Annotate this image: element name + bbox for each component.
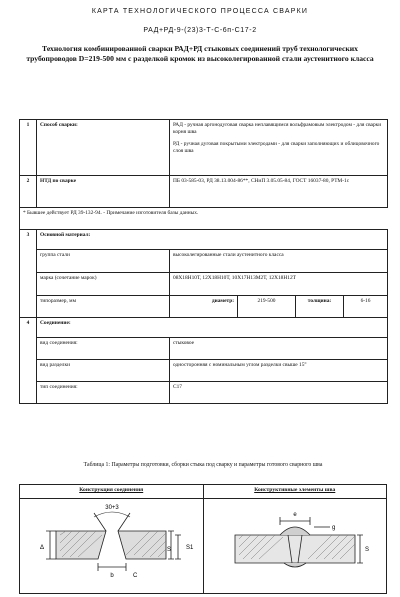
doc-code: РАД+РД-9-(23)3-Т-С-6п-С17-2 — [143, 27, 257, 34]
ntd-cell: ПБ 03-585-03, РД 38.13.004-86**, СНиП 3.05.05-84, ГОСТ 16037-80, РТМ-1с — [170, 176, 388, 208]
row-label: Способ сварки: — [37, 120, 170, 176]
steel-group-value: высоколегированные стали аустенитного класса — [170, 250, 388, 273]
weld-drawing-table — [19, 484, 387, 594]
process-table — [19, 119, 388, 404]
weld-elements-drawing — [210, 501, 380, 589]
thickness-value: 6-16 — [344, 296, 388, 318]
footnote: * Бывшее действует РД 39-132-94. - Примечание изготовителя базы данных. — [20, 208, 388, 230]
joint-type-label: вид соединения: — [37, 338, 170, 360]
steel-group-label: группа стали — [37, 250, 170, 273]
table-row — [20, 120, 388, 176]
diameter-value: 219-500 — [238, 296, 296, 318]
table-row — [20, 296, 388, 318]
g-label: g — [331, 525, 336, 531]
size-label: типоразмер, мм — [37, 296, 170, 318]
connection-type-value: С17 — [170, 382, 388, 404]
note-row — [20, 208, 388, 230]
welding-method-cell — [170, 120, 388, 176]
delta-label: Δ — [40, 545, 45, 551]
row-number: 1 — [20, 120, 37, 176]
method-root: РАД - ручная аргонодуговая сварка неплавящимся вольфрамовым электродом - для сварки корня шва — [173, 122, 382, 135]
steel-grade-value: 08Х18Н10Т, 12Х18Н10Т, 10Х17Н13М2Т, 12Х18Н12Т — [170, 273, 388, 296]
e-label: e — [293, 512, 297, 518]
row-number: 3 — [20, 230, 37, 318]
weld-elements-header: Конструктивные элементы шва — [203, 485, 387, 499]
row-number: 2 — [20, 176, 37, 208]
weld-elements-drawing-cell — [203, 499, 387, 594]
thickness-label: толщина: — [296, 296, 344, 318]
groove-label: вид разделки — [37, 360, 170, 382]
table-row — [20, 360, 388, 382]
s1-label: S1 — [186, 545, 194, 551]
table-caption: Таблица 1: Параметры подготовки, сборки стыка под сварку и параметры готового сварного шва — [83, 462, 323, 468]
row-number: 4 — [20, 318, 37, 404]
row-label: Соединение: — [37, 318, 388, 338]
table-row — [20, 176, 388, 208]
table-row — [20, 338, 388, 360]
groove-value: односторонняя с номинальным углом разделки свыше 15° — [170, 360, 388, 382]
table-row — [20, 273, 388, 296]
joint-design-drawing — [26, 501, 196, 589]
gap-label: b — [110, 573, 114, 579]
angle-label: 30+3 — [105, 505, 120, 511]
row-label: НТД по сварке — [37, 176, 170, 208]
table-row — [20, 250, 388, 273]
page-title: Технология комбинированной сварки РАД+РД стыковых соединений труб технологических трубопроводов D=219-500 мм с разделкой кромок из высоколегированной стали аустенитного класса — [26, 44, 374, 63]
weld-s-label: S — [364, 547, 369, 553]
c-label: C — [133, 573, 138, 579]
s-label: S — [167, 547, 172, 553]
row-label: Основной материал: — [37, 230, 388, 250]
steel-grade-label: марка (сочетание марок) — [37, 273, 170, 296]
table-row — [20, 382, 388, 404]
diameter-label: диаметр: — [170, 296, 238, 318]
connection-type-label: тип соединения: — [37, 382, 170, 404]
joint-design-header: Конструкция соединения — [20, 485, 204, 499]
joint-type-value: стыковое — [170, 338, 388, 360]
table-row — [20, 230, 388, 250]
method-fill: РД - ручная дуговая покрытыми электродами - для сварки заполняющих и облицовочного слоя шва — [173, 141, 380, 154]
doc-title: КАРТА ТЕХНОЛОГИЧЕСКОГО ПРОЦЕССА СВАРКИ — [91, 8, 309, 15]
table-row — [20, 318, 388, 338]
joint-design-drawing-cell — [20, 499, 204, 594]
